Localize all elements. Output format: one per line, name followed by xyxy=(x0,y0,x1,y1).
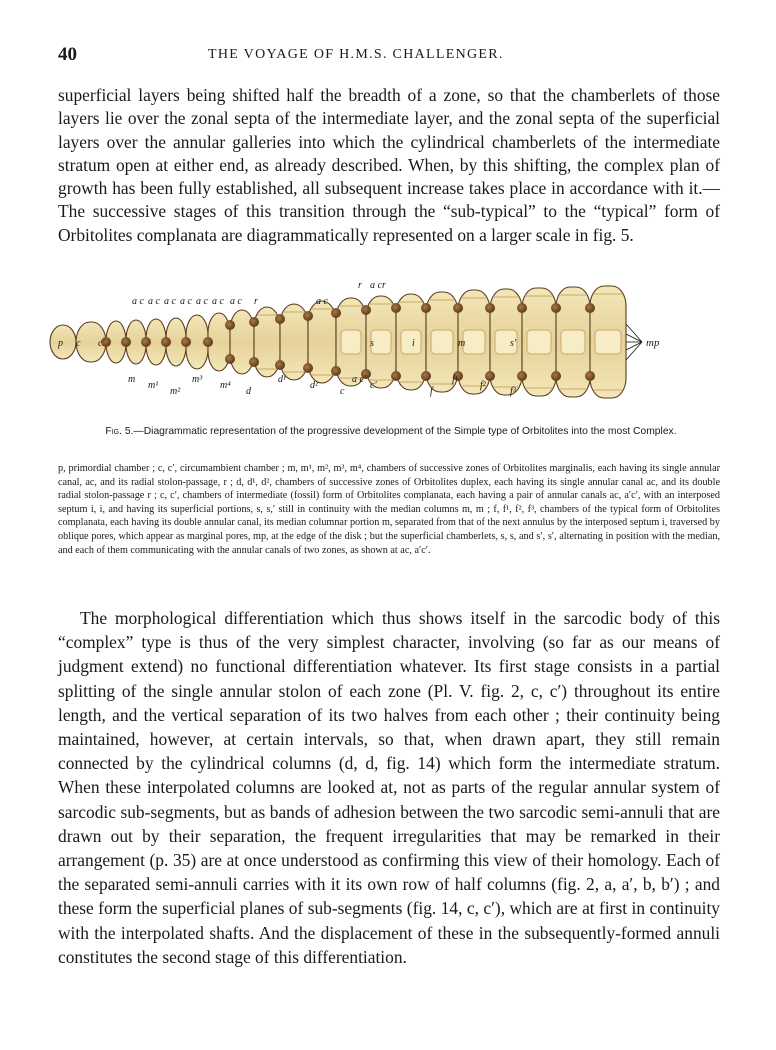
annular-canal-dot xyxy=(551,303,561,313)
top-label: r xyxy=(254,296,258,307)
bottom-label: f² xyxy=(480,380,486,391)
annular-canal-dot xyxy=(361,305,371,315)
annular-canal-dot xyxy=(391,371,401,381)
bottom-label: m¹ xyxy=(148,380,159,391)
paragraph-differentiation: The morphological differentiation which thus shows itself in the sarcodic body of this “complex” type is thus of the very simplest character, involving (so far as our means of judgment extend) no functional differentiation whatever. Its first stage consists in a partial splitting of the single annular stolon of each zone (Pl. V. fig. 2, c, c′) throughout its entire length, and the vertical separation of its two halves from each other ; their continuity being maintained, however, at certain intervals, so that, when drawn apart, they still remain connected by the cylindrical columns (d, d, fig. 14) which form the intermediate stratum. When these interpolated columns are looked at, not as parts of the regular annular system of sarcodic sub-segments, but as bands of adhesion between the two sarcodic semi-annuli that are drawn out by their separation, the frequent irregularities that may be remarked in their arrangement (p. 35) are at once understood as confirming this view of their homology. Each of the separated semi-annuli carries with it its own row of half columns (fig. 2, a, a′, b, b′) ; and these form the superficial planes of sub-segments (fig. 14, c, c′), which are at first in continuity with the interpolated shafts. And the displacement of these in the subsequently-formed annuli constitutes the second stage of this differentiation. xyxy=(58,608,720,967)
bottom-label: m² xyxy=(170,386,181,397)
top-label: a c xyxy=(230,296,242,307)
bottom-label: d xyxy=(246,386,251,397)
top-label: a c xyxy=(370,280,382,291)
orbitolites-diagram xyxy=(40,278,740,420)
median-column xyxy=(431,330,453,354)
annular-canal-dot xyxy=(141,337,151,347)
figure-legend: p, primordial chamber ; c, c′, circumambient chamber ; m, m¹, m², m³, m⁴, chambers of successive zones of Orbitolites marginalis, each having its single annular canal, ac, and its radial stolon-passage, r ; d, d¹, d², chambers of successive zones of Orbitolites duplex, each having its single annular canal ac, and its double radial stolon-passage r ; c, c′, chambers of intermediate (fossil) form of Orbitolites complanata, each having a pair of annular canals ac, a′c′, with an interposed septum i, i, and having its superficial portions, s, s,′ still in continuity with the median columns m, m ; f, f¹, f², f³, chambers of the typical form of Orbitolites complanata, each having its double annular canal, its median columnar portion m, separated from that of the next annulus by the interposed septum i, traversed by oblique pores, which appear as marginal pores, mp, at the edge of the disk ; but the superficial chamberlets, s, s, and s′, s′, alternating in position with the median, and each of them communicating with the annular canals of two zones, as shown at ac, a′c′. xyxy=(58,463,720,556)
interior-label: c xyxy=(76,338,81,349)
bottom-label: f³ xyxy=(510,386,516,397)
bottom-label: m⁴ xyxy=(220,380,231,391)
annular-canal-dot xyxy=(551,371,561,381)
interior-label: c′ xyxy=(98,338,105,349)
median-column xyxy=(595,330,621,354)
top-label: a c xyxy=(196,296,208,307)
median-column xyxy=(401,330,421,354)
figure-5-diagram xyxy=(40,278,740,420)
top-label: a c xyxy=(148,296,160,307)
annular-canal-dot xyxy=(225,354,235,364)
annular-canal-dot xyxy=(517,303,527,313)
median-column xyxy=(341,330,361,354)
top-label: a c xyxy=(212,296,224,307)
bottom-label: f xyxy=(430,386,433,397)
annular-canal-dot xyxy=(181,337,191,347)
annular-canal-dot xyxy=(203,337,213,347)
top-label: a c xyxy=(180,296,192,307)
running-title: THE VOYAGE OF H.M.S. CHALLENGER. xyxy=(208,47,504,62)
annular-canal-dot xyxy=(121,337,131,347)
marginal-pore-line xyxy=(626,334,642,342)
figure-caption-text: —Diagrammatic representation of the progressive development of the Simple type of Orbitolites into the most Complex. xyxy=(133,426,677,437)
annular-canal-dot xyxy=(517,371,527,381)
top-label: r xyxy=(382,280,386,291)
annular-canal-dot xyxy=(585,303,595,313)
bottom-label: c′ xyxy=(370,380,377,391)
annular-canal-dot xyxy=(585,371,595,381)
annular-canal-dot xyxy=(275,360,285,370)
annular-canal-dot xyxy=(249,317,259,327)
annular-canal-dot xyxy=(249,357,259,367)
annular-canal-dot xyxy=(225,320,235,330)
annular-canal-dot xyxy=(331,308,341,318)
page-header xyxy=(58,44,720,68)
interior-label: s′ xyxy=(510,338,517,349)
annular-canal-dot xyxy=(303,363,313,373)
bottom-label: m xyxy=(128,374,136,385)
marginal-pore-line xyxy=(626,342,642,350)
bottom-label: d¹ xyxy=(278,374,286,385)
interior-label: i xyxy=(412,338,415,349)
annular-canal-dot xyxy=(275,314,285,324)
bottom-label: c xyxy=(340,386,345,397)
annular-canal-dot xyxy=(161,337,171,347)
interior-label: m xyxy=(458,338,466,349)
annular-canal-dot xyxy=(303,311,313,321)
marginal-pores-label: mp xyxy=(646,337,660,349)
top-label: a c xyxy=(316,296,328,307)
annular-canal-dot xyxy=(453,303,463,313)
chamber-zone xyxy=(50,325,76,359)
median-column xyxy=(561,330,585,354)
bottom-label: a c′ xyxy=(352,374,367,385)
annular-canal-dot xyxy=(485,303,495,313)
annular-canal-dot xyxy=(421,303,431,313)
annular-canal-dot xyxy=(331,366,341,376)
annular-canal-dot xyxy=(485,371,495,381)
median-column xyxy=(463,330,485,354)
bottom-label: d² xyxy=(310,380,318,391)
marginal-pore-line xyxy=(626,342,642,360)
median-column xyxy=(527,330,551,354)
annular-canal-dot xyxy=(391,303,401,313)
figure-caption xyxy=(96,425,686,439)
page-number: 40 xyxy=(58,44,77,65)
paragraph-intro: superficial layers being shifted half the breadth of a zone, so that the chamberlets of those layers lie over the zonal septa of the intermediate layer, and the zonal septa of the superficial layers over the annular galleries into which the cylindrical chamberlets of the intermediate stratum open at either end, as already described. When, by this shifting, the complex plan of growth has been fully established, all subsequent increase takes place in accordance with it.—The successive stages of this transition through the “sub-typical” to the “typical” form of Orbitolites complanata are diagrammatically represented on a larger scale in fig. 5. xyxy=(58,85,720,245)
interior-label: s xyxy=(370,338,374,349)
bottom-label: m³ xyxy=(192,374,203,385)
top-label: a c xyxy=(164,296,176,307)
top-label: a c xyxy=(132,296,144,307)
marginal-pore-line xyxy=(626,324,642,342)
median-column xyxy=(371,330,391,354)
annular-canal-dot xyxy=(421,371,431,381)
top-label: r xyxy=(358,280,362,291)
bottom-label: f¹ xyxy=(452,374,458,385)
figure-caption-label: Fig. 5. xyxy=(105,426,134,437)
interior-label: p xyxy=(58,338,63,349)
